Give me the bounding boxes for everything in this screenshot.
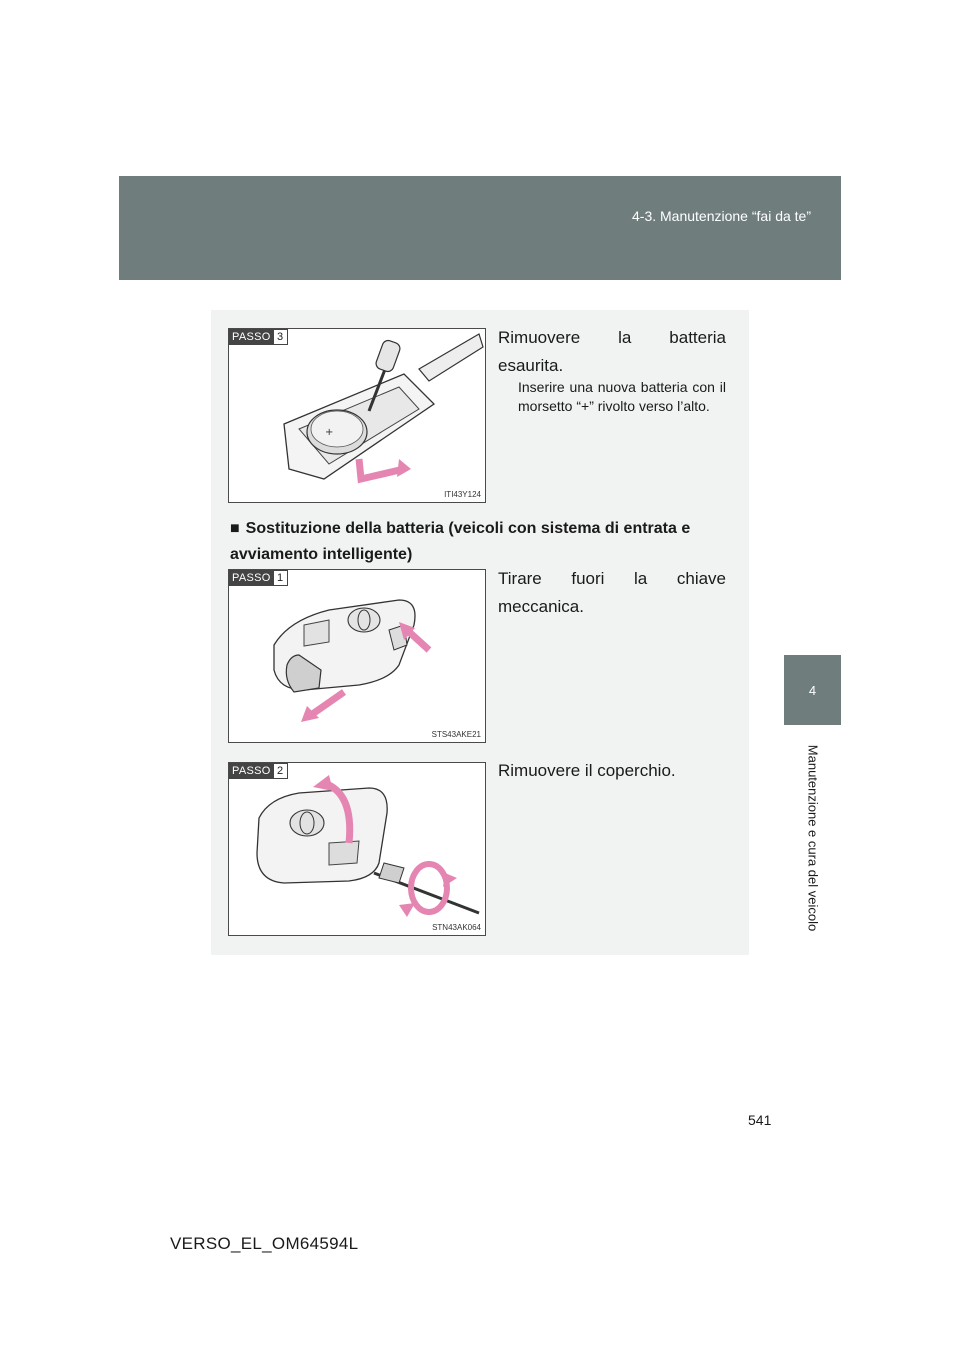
battery-removal-illustration: [229, 329, 485, 502]
figure-code: ITI43Y124: [444, 490, 481, 499]
svg-text:+: +: [325, 427, 334, 438]
step-badge: [229, 570, 288, 586]
step-note: Inserire una nuova batteria con il morsetto “+” rivolto verso l’alto.: [518, 379, 726, 414]
section-marker: ■: [230, 520, 240, 537]
step-badge: [229, 763, 288, 779]
document-code: VERSO_EL_OM64594L: [170, 1234, 359, 1253]
cover-removal-illustration: [229, 763, 485, 935]
step-badge-number: 1: [274, 570, 288, 586]
section-heading-text: Sostituzione della batteria (veicoli con sistema di entrata e avviamento intelligente): [230, 520, 691, 563]
step-badge-number: 3: [274, 329, 288, 345]
chapter-tab-text: Manutenzione e cura del veicolo: [805, 744, 820, 931]
step-badge-word: PASSO: [229, 570, 274, 586]
step-badge-number: 2: [274, 763, 288, 779]
figure-remove-cover: [228, 762, 486, 936]
step-title: Rimuovere la batteria esaurita.: [498, 328, 726, 375]
chapter-tab-label: [784, 725, 841, 950]
step-badge: [229, 329, 288, 345]
page-number: 541: [748, 1112, 772, 1128]
chapter-tab-number: 4: [784, 655, 841, 725]
figure-code: STS43AKE21: [431, 730, 481, 739]
step-badge-word: PASSO: [229, 763, 274, 779]
section-title: 4-3. Manutenzione “fai da te”: [632, 208, 811, 224]
step-title: Tirare fuori la chiave meccanica.: [498, 569, 726, 616]
figure-remove-battery: [228, 328, 486, 503]
figure-pull-key: [228, 569, 486, 743]
key-extraction-illustration: [229, 570, 485, 742]
header-band: [119, 176, 841, 280]
figure-code: STN43AK064: [432, 923, 481, 932]
step-title: Rimuovere il coperchio.: [498, 761, 676, 780]
section-heading: [230, 516, 730, 568]
step-badge-word: PASSO: [229, 329, 274, 345]
